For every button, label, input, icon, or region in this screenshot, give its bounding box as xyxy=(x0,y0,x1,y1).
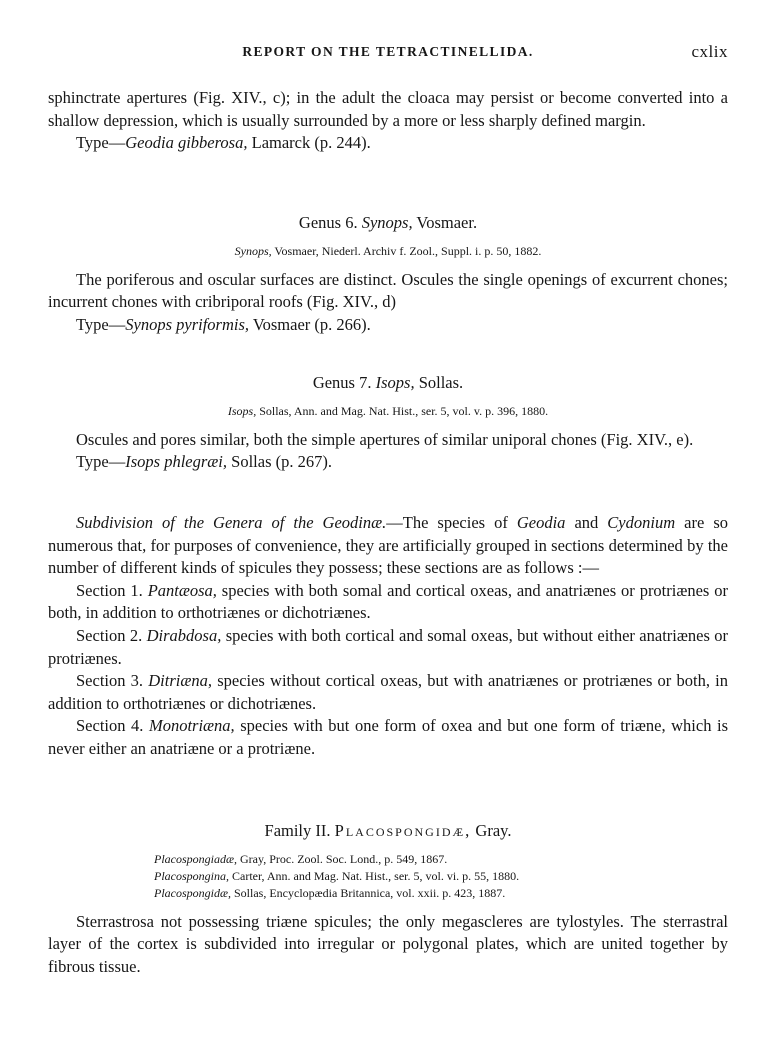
genus-cydonium: Cydonium xyxy=(607,513,676,532)
section-text: species with both somal and cortical oxeas, and anatriænes or protriænes or both, in addition to orthotriænes or dichotriænes. xyxy=(48,580,728,623)
citation-text: Sollas, Encyclopædia Britannica, vol. xxii. p. 423, 1887. xyxy=(231,885,506,900)
subdivision-intro xyxy=(48,512,728,580)
type-prefix: Type— xyxy=(76,452,126,472)
genus-label: Genus 7. xyxy=(312,373,376,392)
isops-heading xyxy=(48,372,728,395)
running-head: REPORT ON THE TETRACTINELLIDA. xyxy=(242,44,534,59)
section-name: Pantæosa, xyxy=(147,580,217,600)
genus-name: Isops, xyxy=(375,373,415,392)
section-item xyxy=(48,670,728,715)
section-text: species without cortical oxeas, but with anatriænes or protriænes or both, in addition to orthotriænes or dichotriænes. xyxy=(48,671,728,713)
subdivision-title: Subdivision of the Genera of the Geodinæ. xyxy=(76,513,387,532)
family-description: Sterrastrosa not possessing triæne spicules; the only megascleres are tylostyles. The sterrastral layer of the cortex is subdivided into irregular or polygonal plates, which are united together by fibrous tissue. xyxy=(48,911,728,976)
isops-type xyxy=(48,451,728,474)
genus-name: Synops, xyxy=(361,213,413,232)
family-label: Family II. xyxy=(264,821,335,840)
subdivision-section xyxy=(48,512,728,761)
section-label: Section 3. xyxy=(76,671,149,691)
section-label: Section 1. xyxy=(76,580,148,600)
section-item xyxy=(48,715,728,760)
citation-name: Isops, xyxy=(227,403,257,418)
family-author: Gray. xyxy=(471,821,512,840)
section-item xyxy=(48,625,728,670)
synops-citation xyxy=(48,243,728,260)
citation-text: Gray, Proc. Zool. Soc. Lond., p. 549, 1867. xyxy=(237,851,448,866)
type-species: Geodia gibberosa, xyxy=(125,133,248,153)
section-label: Section 2. xyxy=(76,625,147,645)
family-heading xyxy=(48,820,728,843)
type-author: Vosmaer (p. 266). xyxy=(249,314,371,334)
synops-type xyxy=(48,314,728,337)
geodia-continuation: sphinctrate apertures (Fig. XIV., c); in the adult the cloaca may persist or become converted into a shallow depression, which is usually surrounded by a more or less sharply defined margin. xyxy=(48,88,728,130)
citation-line xyxy=(154,851,728,868)
section-text: species with both cortical and somal oxeas, but without either anatriænes or protriænes. xyxy=(48,625,728,668)
isops-description: Oscules and pores similar, both the simple apertures of similar uniporal chones (Fig. XIV., e). xyxy=(76,429,694,449)
intro-text: are so numerous that, for purposes of convenience, they are artificially grouped in sections determined by the number of different kinds of spicules they possess; these sections are as follows :— xyxy=(48,513,728,578)
section-item xyxy=(48,580,728,625)
citation-name: Synops, xyxy=(234,243,272,258)
citation-text: Vosmaer, Niederl. Archiv f. Zool., Suppl. i. p. 50, 1882. xyxy=(271,243,542,258)
section-name: Dirabdosa, xyxy=(146,625,222,645)
genus-author: Sollas. xyxy=(414,373,464,392)
section-name: Ditriæna, xyxy=(148,671,212,691)
isops-section xyxy=(48,372,728,474)
citation-line xyxy=(154,885,728,902)
type-species: Synops pyriformis, xyxy=(125,314,250,334)
citation-text: Carter, Ann. and Mag. Nat. Hist., ser. 5, vol. vi. p. 55, 1880. xyxy=(229,868,520,883)
family-section xyxy=(48,820,728,978)
synops-description: The poriferous and oscular surfaces are distinct. Oscules the single openings of excurrent chones; incurrent chones with cribriporal roofs (Fig. XIV., d) xyxy=(48,269,728,312)
citation-name: Placospongidæ, xyxy=(154,885,231,900)
section-text: species with but one form of oxea and but one form of triæne, which is never either an anatriæne or a protriæne. xyxy=(48,716,728,758)
section-name: Monotriæna, xyxy=(148,716,235,736)
type-species: Isops phlegræi, xyxy=(125,452,228,472)
section-label: Section 4. xyxy=(76,716,149,736)
intro-text: and xyxy=(565,513,608,532)
family-name: Placospongidæ, xyxy=(334,821,472,840)
intro-text: —The species of xyxy=(386,513,517,532)
citation-text: Sollas, Ann. and Mag. Nat. Hist., ser. 5, vol. v. p. 396, 1880. xyxy=(256,403,549,418)
type-author: Lamarck (p. 244). xyxy=(247,133,371,153)
genus-geodia: Geodia xyxy=(516,513,566,532)
geodia-type xyxy=(48,132,728,155)
synops-heading xyxy=(48,212,728,235)
type-author: Sollas (p. 267). xyxy=(227,452,332,472)
type-prefix: Type— xyxy=(76,133,126,153)
geodia-section xyxy=(48,87,728,155)
citation-line xyxy=(154,868,728,885)
citation-name: Placospongiadæ, xyxy=(154,851,237,866)
genus-author: Vosmaer. xyxy=(412,213,478,232)
page-number: cxlix xyxy=(691,42,728,61)
synops-section xyxy=(48,212,728,336)
genus-label: Genus 6. xyxy=(298,213,362,232)
page-header xyxy=(48,44,728,68)
citation-name: Placospongina, xyxy=(154,868,229,883)
type-prefix: Type— xyxy=(76,314,126,334)
isops-citation xyxy=(48,403,728,420)
family-citations xyxy=(48,851,728,902)
